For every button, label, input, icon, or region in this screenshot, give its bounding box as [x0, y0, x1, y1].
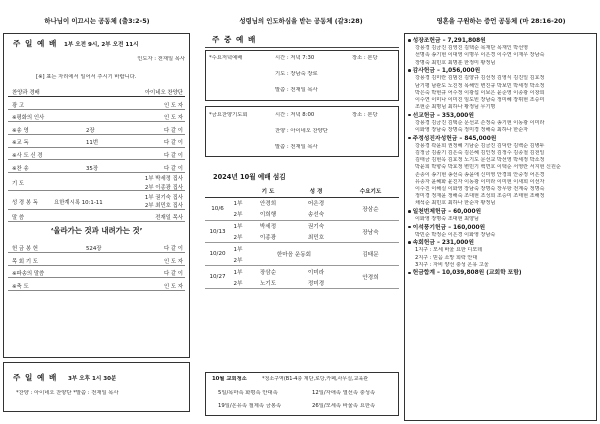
- calendar-service: 2부: [230, 232, 246, 243]
- bullet-icon: [408, 272, 411, 275]
- calendar-date: 10/6: [205, 197, 230, 220]
- offering-title-text: 주정성진자성헌금 – 845,000원: [412, 135, 497, 142]
- order-header-left: 찬양과 경배: [12, 90, 40, 96]
- calendar-prayer: 이종광: [246, 232, 290, 243]
- order-by: 전재일 목사: [155, 215, 183, 221]
- calendar-scripture: 이미라: [307, 269, 325, 276]
- cleaning-week: 26일/모세속 바울속 요한속: [312, 403, 376, 409]
- offering-names: 선명속 송기현 이대영 이명우 이은경 이수연 이재우 장남숙: [415, 52, 545, 59]
- offering-title: [408, 136, 593, 143]
- offering-names: 1지구 : 모세 바울 요한 디모데: [415, 247, 483, 254]
- order-ref: 2장: [86, 127, 95, 134]
- calendar-event: 한마음 운동회: [246, 243, 342, 266]
- offering-names: 김정금 김솔기 김은숙 김은혜 김인정 김정수 김종철 김천일: [415, 149, 545, 156]
- order-row: [8, 148, 185, 160]
- calendar-date: 10/13: [205, 220, 230, 243]
- offering-section: [408, 225, 593, 239]
- column2-heading: 성령님의 인도하심을 받는 공동체 (갈3:28): [239, 17, 363, 25]
- bullet-icon: [408, 69, 411, 72]
- order-by: 1부 권기숙 집사: [144, 194, 183, 201]
- order-by: 다 같 이: [163, 153, 183, 159]
- sunday-worship-box: [3, 33, 190, 358]
- offering-names: 유종자 윤혜화 윤진자 이동광 이미라 이미현 이새희 이선자: [415, 178, 545, 185]
- offering-names: 김태금 김현옥 김효정 노기도 문선교 박선영 박세정 박소정: [415, 157, 545, 164]
- order-row: [8, 123, 185, 135]
- column3-heading: 영혼을 구원하는 증언 공동체 (마 28:16-20): [436, 17, 566, 25]
- calendar-service: 1부: [233, 269, 243, 276]
- calendar-header-scripture: 성 경: [290, 186, 342, 197]
- offering-names: 박민순 박정순 이은경 이화영 장남숙: [415, 231, 496, 238]
- offering-total-text: 헌금합계 – 10,039,808원 (교회학 포함): [412, 270, 522, 277]
- order-item: ※파송의 말씀: [12, 271, 45, 278]
- calendar-prayer: 노기도: [246, 277, 290, 288]
- order-row: [8, 98, 185, 110]
- calendar-service: 1부: [233, 201, 243, 208]
- order-row: [8, 266, 185, 278]
- order-item: 광 고: [12, 102, 25, 109]
- offering-section: [408, 240, 593, 269]
- fri-name: *금요찬양기도회: [209, 112, 248, 118]
- calendar-scripture: 권기숙: [307, 224, 325, 231]
- fri-time: 시간 : 저녁 8:00: [275, 112, 315, 118]
- order-by: 다 같 이: [163, 246, 183, 252]
- order-row: [8, 135, 185, 147]
- bullet-icon: [408, 210, 411, 213]
- offering-title: [408, 240, 593, 247]
- afternoon-worship-detail: *찬양 : 아이네오 찬양단 *말씀 : 전재일 목사: [16, 390, 119, 396]
- offering-section-total: [408, 270, 593, 277]
- calendar-prayer: 박세정: [259, 224, 277, 231]
- offering-title: [408, 209, 593, 216]
- wed-place: 장소 : 본당: [352, 55, 378, 61]
- offering-title-text: 성장조헌금 – 7,291,808원: [412, 38, 486, 44]
- order-by: 다 같 이: [163, 127, 183, 134]
- offering-section: [408, 38, 593, 67]
- calendar-wednesday: 장남숙: [342, 220, 399, 243]
- column1-heading: 하나님이 이끄시는 공동체 (출3:2-5): [44, 17, 150, 25]
- order-by: 인 도 자: [163, 102, 183, 109]
- order-by: 다 같 이: [163, 165, 183, 172]
- calendar-service: 2부: [230, 209, 246, 220]
- order-row: [8, 279, 185, 291]
- standing-note: [※] 표는 자리에서 일어서 주시기 바랍니다.: [36, 74, 137, 80]
- cleaning-title: 10월 교회청소: [212, 376, 247, 382]
- sunday-worship-leader: 인도자 : 전재일 목사: [137, 56, 185, 62]
- offering-names: 조현준 최명님 최하나 황정님 무기명: [415, 104, 496, 111]
- calendar-wednesday: 안경희: [342, 266, 399, 289]
- column-offerings: [404, 0, 598, 424]
- cleaning-week: 12일/자애속 열선속 충성속: [312, 390, 376, 396]
- order-item: ※찬 송: [12, 165, 29, 172]
- calendar-header-wednesday: 수요기도: [342, 186, 399, 197]
- offering-names: 채석순 최민호 최하나 한순자 황정님: [415, 200, 496, 207]
- fri-word: 말씀 : 전재일 목사: [275, 144, 318, 150]
- offering-names: 손종이 송기현 송선숙 송윤애 신미영 안경희 안중정 어은경: [415, 171, 545, 178]
- order-item: 말 씀: [12, 215, 25, 221]
- offering-names: 이수연 이미나 이미진 임도빈 장남숙 정미혜 장휘현 조승미: [415, 96, 545, 103]
- sunday-worship-time: 1부 오전 9시, 2부 오전 11시: [64, 42, 139, 48]
- order-by: 다 같 이: [163, 140, 183, 147]
- order-header-right: 아이네오 찬양단: [144, 90, 183, 96]
- bullet-icon: [408, 137, 411, 140]
- cleaning-week: 19일/온유속 절제속 금봉속: [218, 403, 282, 409]
- offering-names: 강용경 김금진 김영진 김택순 목재단 목재인 박선영: [415, 45, 529, 52]
- calendar-wednesday: 장삼순: [342, 197, 399, 220]
- offering-names: 강용경 김금진 김택순 문선교 손정숙 송기현 이동광 이미라: [415, 119, 545, 126]
- cleaning-week: 5일/목마속 화평속 안대속: [218, 390, 278, 396]
- offering-names: 강용경 곽윤희 권정혜 기남순 김금진 김덕란 김백순 김병두: [415, 142, 545, 149]
- fri-praise: 찬양 : 아이네오 찬양단: [275, 128, 328, 134]
- order-by: 1부 박세정 집사: [144, 176, 183, 183]
- offering-section: [408, 68, 593, 111]
- offering-names: 이수진 이해실 이화영 장남숙 장명숙 장무항 전계숙 정명숙: [415, 185, 545, 192]
- order-by: 인 도 자: [163, 258, 183, 265]
- wed-word: 말씀 : 전재일 목사: [275, 87, 318, 93]
- afternoon-worship-time: 3부 오후 1시 30분: [68, 376, 117, 382]
- wed-name: *수요저녁예배: [209, 55, 243, 61]
- offering-names: 이화영 장명숙 조대현 최양님: [415, 216, 479, 223]
- calendar-service: 2부: [230, 254, 246, 265]
- offering-title-text: 일천번제헌금 – 60,000원: [412, 208, 482, 215]
- bullet-icon: [408, 114, 411, 117]
- offering-section: [408, 209, 593, 223]
- cleaning-box: [205, 372, 399, 416]
- offering-section: [408, 136, 593, 208]
- sermon-title: ‘울라가는 것과 내려가는 것’: [50, 226, 143, 235]
- calendar-prayer: 장삼순: [259, 269, 277, 276]
- offering-title-text: 감사헌금 – 1,056,000원: [412, 68, 481, 75]
- offering-names: 강용경 김미란 김범진 김양규 김선정 김영식 김진일 김효정: [415, 75, 545, 82]
- calendar-scripture: 송선숙: [290, 209, 342, 220]
- calendar-date: 10/27: [205, 266, 230, 289]
- order-by: 인 도 자: [163, 115, 183, 122]
- offering-names: 남기평 남관도 노진정 목해인 변진규 박보민 박세정 박소정: [415, 82, 545, 89]
- wednesday-worship-box: [205, 50, 399, 101]
- order-header-row: [8, 85, 185, 97]
- offering-title: [408, 113, 593, 120]
- order-item: ※축 도: [12, 283, 29, 290]
- offering-names: 장명숙 최민호 최명훈 한정미 황정님: [415, 59, 496, 66]
- offering-title-text: 이석풍기헌금 – 160,000원: [412, 224, 486, 231]
- sunday-worship-title: 주 일 예 배: [13, 39, 58, 48]
- order-item: ※송 영: [12, 127, 29, 134]
- order-row: [8, 254, 185, 266]
- calendar-header-row: [205, 186, 399, 197]
- calendar-row: [205, 243, 399, 254]
- offering-names: 박은숙 박현규 어수정 이광섭 이보은 윤준영 이종광 이창희: [415, 89, 545, 96]
- afternoon-worship-box: [3, 362, 190, 412]
- order-row-prayer: [8, 173, 185, 191]
- calendar-service: 2부: [230, 277, 246, 288]
- order-row: [8, 241, 185, 253]
- calendar-date: 10/20: [205, 243, 230, 266]
- offering-title-text: 속회헌금 – 231,000원: [412, 240, 474, 247]
- bullet-icon: [408, 39, 411, 42]
- order-row-sermon: [8, 210, 185, 222]
- order-row-scripture: [8, 192, 185, 210]
- calendar-header-prayer: 기 도: [246, 186, 290, 197]
- offering-names: 정미경 정재윤 정해숙 조대현 조성희 조승미 조태현 조해정: [415, 193, 545, 200]
- calendar-prayer: 안경희: [259, 201, 277, 208]
- calendar-service: 1부: [233, 224, 243, 231]
- order-by: 2부 최민호 집사: [144, 203, 183, 210]
- calendar-service: 1부: [233, 246, 243, 253]
- cleaning-desc: *청소구역(B1-4층 계단,로당,카페,사무실,교육관: [262, 376, 369, 382]
- weekday-worship-title: 주 중 예 배: [212, 35, 257, 44]
- order-row: [8, 161, 185, 173]
- calendar-row: [205, 220, 399, 231]
- wed-prayer: 기도 : 장남숙 장로: [275, 71, 318, 77]
- divider: [205, 47, 399, 48]
- offering-total: [408, 270, 593, 277]
- order-item: ※평화의 인사: [12, 115, 45, 122]
- offering-names: 박윤희 박향숙 박효정 변민기 백면호 이택순 서영란 서지현 신원순: [415, 164, 561, 171]
- wed-time: 시간 : 저녁 7:30: [275, 55, 315, 61]
- order-by: 2부 이종광 집사: [144, 184, 183, 191]
- calendar-prayer: 이희행: [246, 209, 290, 220]
- order-ref: 35장: [86, 165, 99, 172]
- order-ref: 요한계시록 10:1-11: [54, 199, 103, 206]
- order-by: 인 도 자: [163, 283, 183, 290]
- order-item: ※교 독: [12, 140, 29, 147]
- order-item: 기 도: [12, 181, 25, 188]
- order-row: [8, 110, 185, 122]
- order-item: 헌 금 봉 헌: [12, 246, 38, 252]
- friday-worship-box: [205, 106, 399, 157]
- service-calendar-title: 2024년 10월 예배 섬김: [213, 173, 286, 181]
- calendar-row: [205, 197, 399, 208]
- offering-title: [408, 38, 593, 45]
- offering-names: 2지구 : 믿음 소망 희락 안대: [415, 254, 478, 261]
- offering-names: 3지구 : 자비 양선 충성 온유 고울: [415, 261, 489, 268]
- offering-names: 이화영 장남숙 장명숙 정미경 정해숙 최하나 한순자: [415, 127, 529, 134]
- calendar-scripture: 최민호: [290, 232, 342, 243]
- service-calendar-table: [205, 186, 399, 289]
- calendar-wednesday: 김태문: [342, 243, 399, 266]
- column-sunday-worship: [3, 0, 191, 424]
- offerings-box: [404, 33, 597, 421]
- order-ref: 524장: [86, 246, 102, 252]
- order-item: 성 경 봉 독: [12, 199, 38, 206]
- offering-section: [408, 113, 593, 135]
- fri-place: 장소 : 본당: [352, 112, 378, 118]
- afternoon-worship-title: 주 일 예 배: [13, 373, 58, 382]
- order-ref: 11번: [86, 140, 99, 147]
- bullet-icon: [408, 226, 411, 229]
- order-item: ※사 도 신 경: [12, 153, 43, 159]
- calendar-scripture: 정미경: [290, 277, 342, 288]
- calendar-row: [205, 266, 399, 277]
- offering-title: [408, 68, 593, 75]
- order-item: 목 회 기 도: [12, 258, 38, 265]
- bullet-icon: [408, 241, 411, 244]
- offering-title-text: 선교헌금 – 353,000원: [412, 112, 474, 119]
- column-weekday: [203, 0, 399, 424]
- order-by: 다 같 이: [163, 271, 183, 278]
- offering-title: [408, 225, 593, 232]
- calendar-scripture: 어은경: [307, 201, 325, 208]
